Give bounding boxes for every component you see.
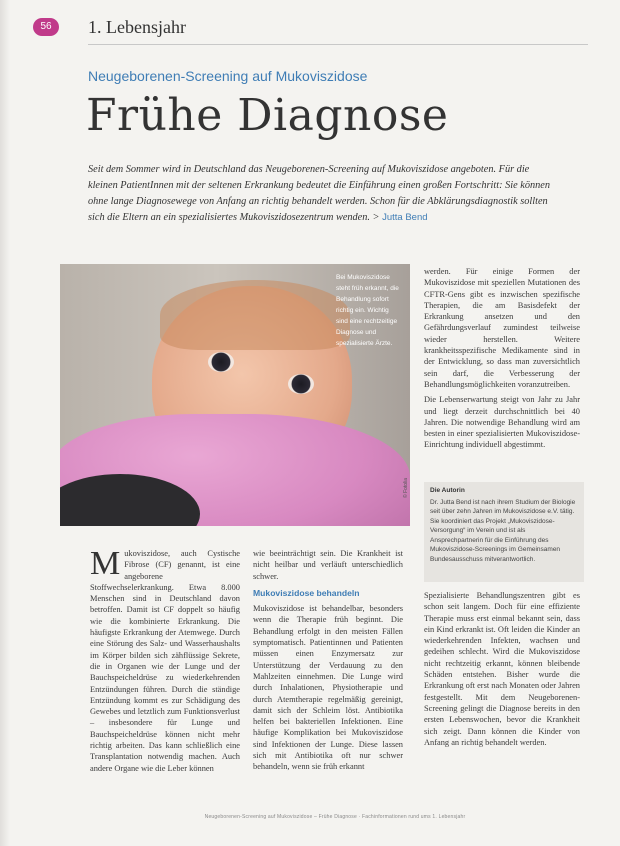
photo-credit: © Fotolia	[403, 477, 409, 498]
photo-eye-right	[288, 374, 314, 394]
author-box	[424, 482, 584, 582]
page-footer: Neugeborenen-Screening auf Mukoviszidose – Frühe Diagnose · Fachinformationen rund ums 1. Lebensjahr	[204, 814, 466, 820]
page-number-badge: 56	[33, 18, 59, 36]
paragraph: werden. Für einige Formen der Mukoviszidose mit speziellen Mutationen des CFTR-Gens gibt es inzwischen spezifische Therapien, die am Basisdefekt der Erkrankung ansetzen und den Gefährdungsverlauf zumindest teilweise wieder herstellen. Weitere krankheitsspezifische Medikamente sind in der Entwicklung, so dass man zuversichtlich sein darf, die Verbesserung der Behandlungsmöglichkeiten voranzutreiben.	[424, 267, 580, 389]
paragraph: Die Lebenserwartung steigt von Jahr zu Jahr und liegt derzeit durchschnittlich bei 40 Jahren. Die notwendige Behandlung wird am besten in einer spezialisierten Mukoviszidose-Einrichtung individuell abgestimmt.	[424, 395, 580, 450]
photo-eye-left	[208, 352, 234, 372]
article-kicker: Neugeborenen-Screening auf Mukoviszidose	[88, 68, 368, 84]
page-edge-shadow	[0, 0, 10, 846]
column-middle	[253, 548, 403, 777]
lead-text: Seit dem Sommer wird in Deutschland das Neugeborenen-Screening auf Mukoviszidose angeboten. Für die kleinen PatientInnen mit der seltenen Erkrankung bedeutet die Einführung einen großen Fortschritt: Sie können ohne lange Diagnosewege von Anfang an richtig behandelt werden. Schon für die Abklärungsdiagnostik sollten sich die Eltern an ein spezialisiertes Mukoviszidosezentrum wenden. >	[88, 164, 551, 223]
header-rule	[88, 44, 588, 45]
column-right-top	[424, 266, 580, 455]
lead-author: Jutta Bend	[382, 212, 428, 223]
paragraph: wie beeinträchtigt sein. Die Krankheit ist nicht heilbar und verläuft unterschiedlich schwer.	[253, 549, 403, 581]
paragraph: Mukoviszidose ist behandelbar, besonders wenn die Therapie früh beginnt. Die Behandlung erfolgt in den meisten Fällen symptomatisch. Patientinnen und Patienten müssen einen Enzymersatz zur Unterstützung der Verdauung zu den Mahlzeiten einnehmen. Die Lunge wird durch Inhalationen, Physiotherapie und durch Atemtherapie regelmäßig gereinigt, damit sich der Schleim löst. Antibiotika helfen bei bakteriellen Infektionen. Eine häufige Komplikation bei Mukoviszidose sind Infektionen der Lunge. Diese lassen sich mit Antibiotika oft nur schwer behandeln, wenn sie früh erkannt	[253, 604, 403, 772]
photo-hair	[160, 280, 350, 350]
paragraph: Spezialisierte Behandlungszentren gibt es schon seit langem. Doch für eine effiziente Therapie muss erst einmal bekannt sein, dass ein Kind erkrankt ist. Oft leiden die Kinder an wiederkehrenden Infekten, wachsen und gedeihen schlecht. Wird die Mukoviszidose nicht rechtzeitig erkannt, können bleibende Schäden entstehen. Bisher wurde die Erkrankung oft erst nach Monaten oder Jahren festgestellt. Mit dem Neugeborenen-Screening gelingt die Diagnose bereits in den ersten Lebenswochen, bevor die Krankheit sich zeigt. Dann können die Kinder von Anfang an richtig behandelt werden.	[424, 591, 580, 747]
article-lead	[88, 162, 556, 226]
paragraph	[90, 545, 240, 774]
section-subhead: Mukoviszidose behandeln	[253, 587, 360, 598]
column-right-bottom	[424, 590, 580, 752]
column-left	[90, 545, 240, 778]
running-head: 1. Lebensjahr	[88, 17, 186, 37]
author-box-title: Die Autorin	[430, 487, 465, 494]
photo-caption: Bei Mukoviszidose steht früh erkannt, die Behandlung sofort richtig ein. Wichtig sind eine rechtzeitige Diagnose und spezialisierte Ärzte.	[336, 274, 399, 347]
paragraph-text: ukoviszidose, auch Cystische Fibrose (CF) genannt, ist eine angeborene Stoffwechselerkrankung. Etwa 8.000 Menschen sind in Deutschland davon betroffen. Damit ist CF doppelt so häufig wie die kombinierte Erkrankung. Die häufigste Erkrankung der Atemwege. Durch eine Störung des Salz- und Wasserhaushalts im Körper bilden sich zähflüssige Sekrete, die in Organen wie der Lunge und der Bauchspeicheldrüse zu wiederkehrenden Entzündungen führen. Durch die ständige Entzündung kommt es zur Schädigung des Gewebes und letztlich zum Funktionsverlust – insbesondere für Lunge und Bauchspeicheldrüse können nicht mehr richtig arbeiten. Das kann schließlich eine Transplantation notwendig machen. Auch andere Organe wie die Leber können	[90, 549, 240, 773]
article-title: Frühe Diagnose	[86, 90, 449, 141]
author-box-text: Dr. Jutta Bend ist nach ihrem Studium der Biologie seit über zehn Jahren im Mukoviszidose e.V. tätig. Sie koordiniert das Projekt „Mukoviszidose-Versorgung“ im Verein und ist als Ansprechpartnerin für die Einführung des Mukoviszidose-Screenings im Gemeinsamen Bundesausschuss mitverantwortlich.	[430, 498, 576, 563]
drop-cap: M	[90, 545, 121, 582]
